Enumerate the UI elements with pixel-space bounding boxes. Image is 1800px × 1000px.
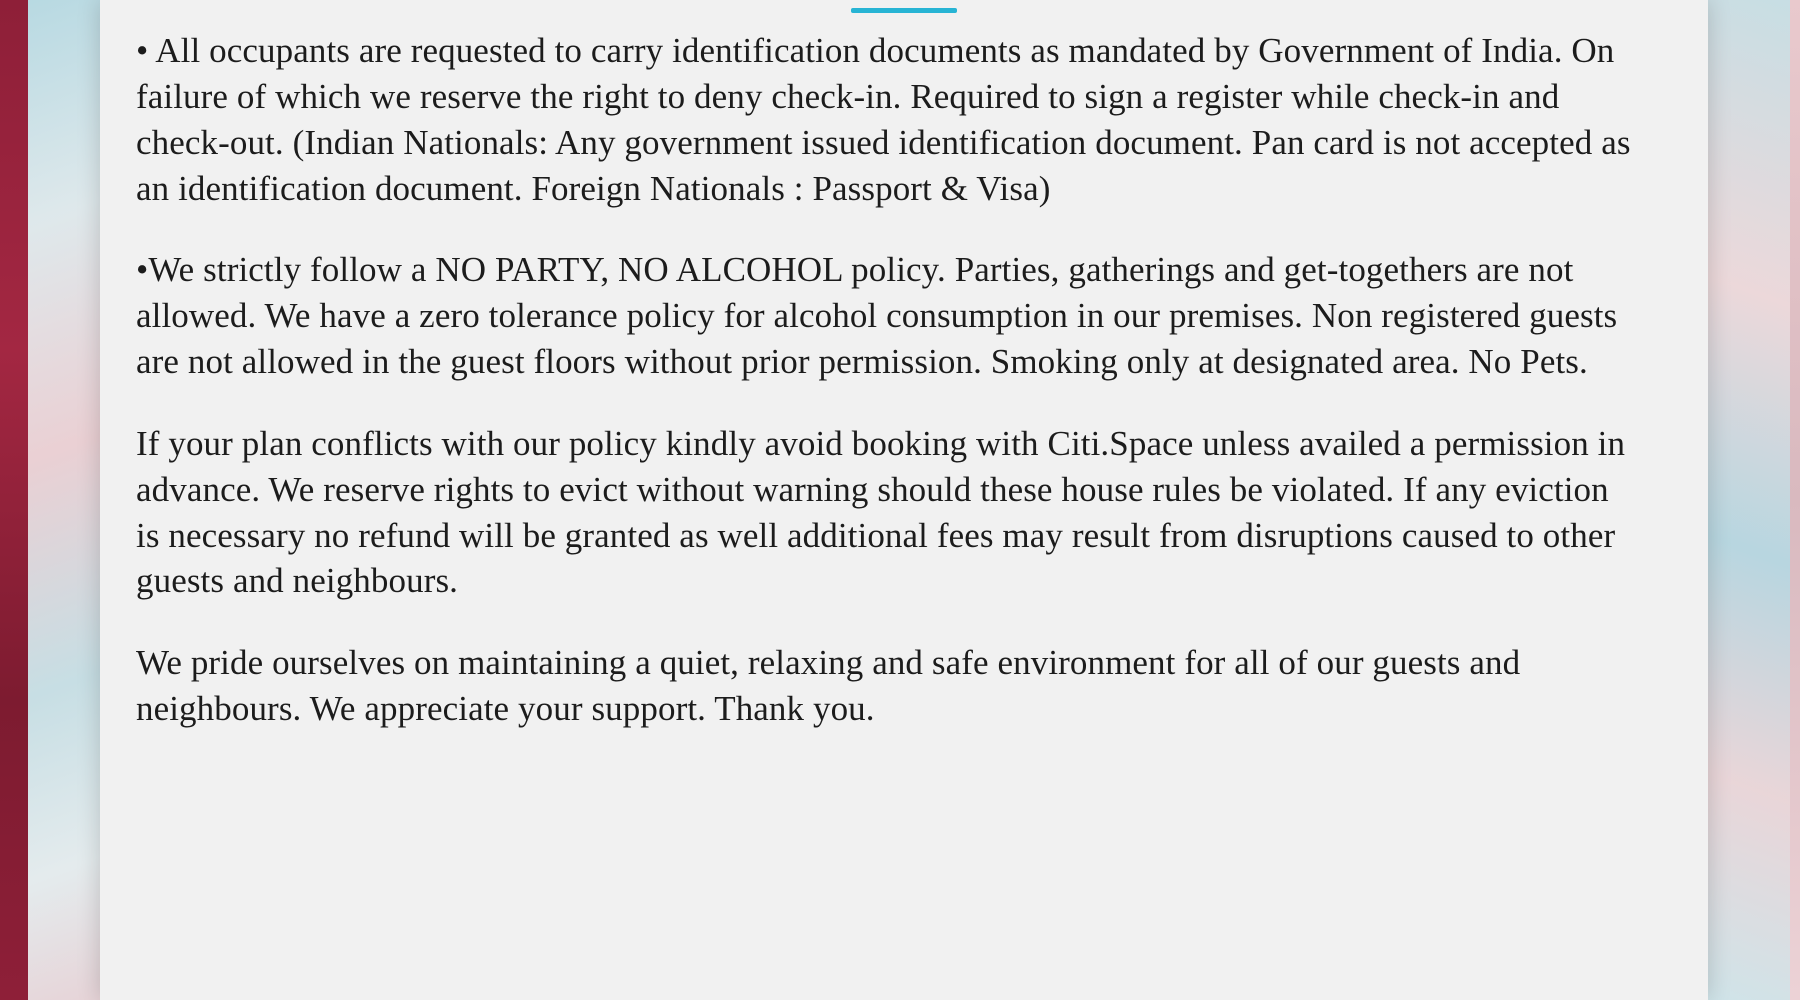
left-frame-band: [0, 0, 28, 1000]
right-frame-band: [1790, 0, 1800, 1000]
paragraph-identification-policy: • All occupants are requested to carry identification documents as mandated by Government of India. On failure of which we reserve the right to deny check-in. Required to sign a register while check-in and check-out. (Indian Nationals: Any government issued identification document. Pan card is not accepted as an identification document. Foreign Nationals : Passport & Visa): [136, 31, 1631, 208]
left-watercolor-band: [28, 0, 100, 1000]
paragraph-no-party-no-alcohol-policy: •We strictly follow a NO PARTY, NO ALCOHOL policy. Parties, gatherings and get-togethers are not allowed. We have a zero tolerance policy for alcohol consumption in our premises. Non registered guests are not allowed in the guest floors without prior permission. Smoking only at designated area. No Pets.: [136, 250, 1618, 382]
document-body: [136, 28, 1676, 988]
paragraph-closing-note: We pride ourselves on maintaining a quiet, relaxing and safe environment for all of our guests and neighbours. We appreciate your support. Thank you.: [136, 643, 1521, 729]
right-watercolor-band: [1708, 0, 1800, 1000]
accent-divider: [851, 8, 957, 13]
paragraph-eviction-policy: If your plan conflicts with our policy kindly avoid booking with Citi.Space unless availed a permission in advance. We reserve rights to evict without warning should these house rules be violated. If any eviction is necessary no refund will be granted as well additional fees may result from disruptions caused to other guests and neighbours.: [136, 423, 1626, 601]
document-sheet: [100, 0, 1708, 1000]
